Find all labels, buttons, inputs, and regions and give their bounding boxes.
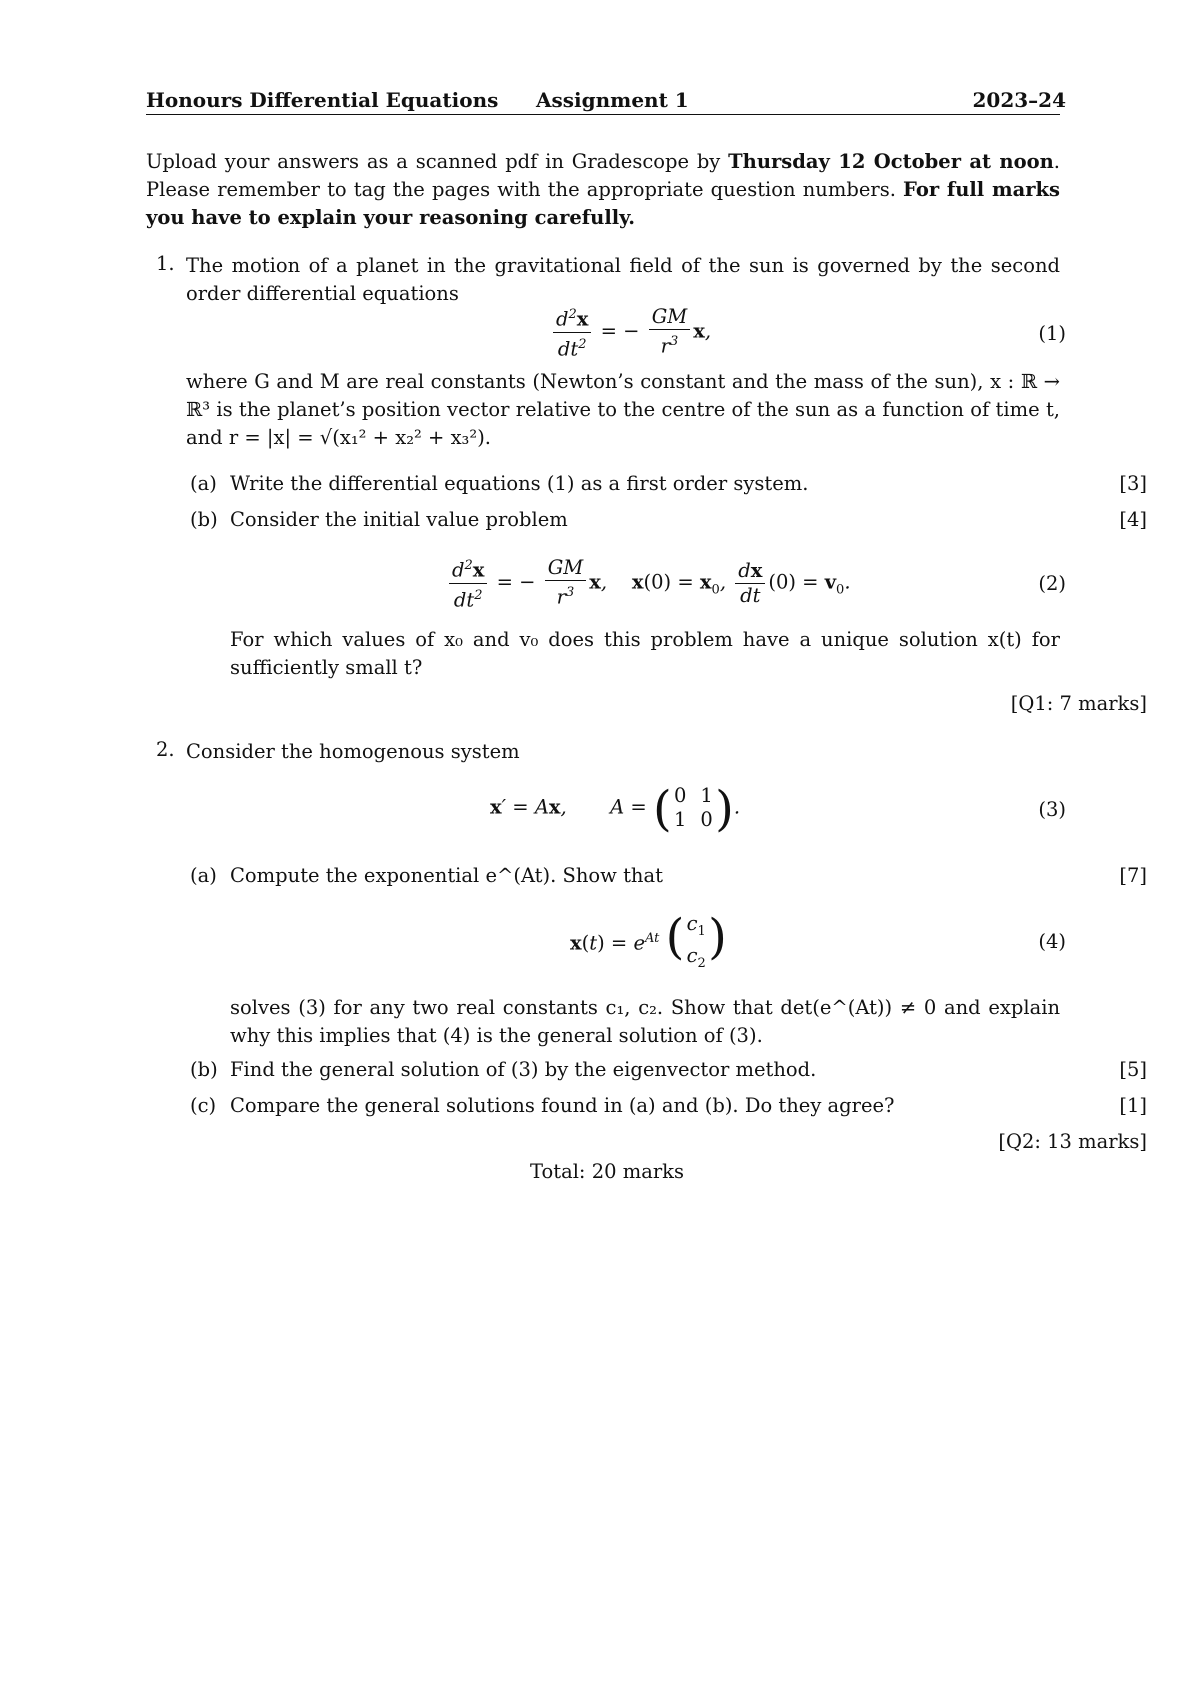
q1-total: [Q1: 7 marks] — [1010, 692, 1147, 715]
q1a-label: (a) — [190, 472, 217, 495]
course-title: Honours Differential Equations — [146, 88, 499, 112]
q2c-label: (c) — [190, 1094, 217, 1117]
q1b-label: (b) — [190, 508, 218, 531]
q1-number: 1. — [156, 252, 175, 275]
q2b-text: Find the general solution of (3) by the eigenvector method. — [230, 1058, 817, 1081]
q2c-marks: [1] — [1119, 1094, 1147, 1117]
header-rule — [146, 114, 1060, 115]
q2c-text: Compare the general solutions found in (a) and (b). Do they agree? — [230, 1094, 895, 1117]
q1b-marks: [4] — [1119, 508, 1147, 531]
intro-paragraph — [146, 148, 1060, 232]
eq2-label: (2) — [1038, 572, 1066, 595]
q2b-label: (b) — [190, 1058, 218, 1081]
intro-emphasis: For full marks you have to explain your reasoning carefully. — [146, 178, 1060, 229]
grand-total: Total: 20 marks — [530, 1160, 684, 1183]
q2-total: [Q2: 13 marks] — [998, 1130, 1147, 1153]
q1a-marks: [3] — [1119, 472, 1147, 495]
q1b-followup: For which values of x₀ and v₀ does this problem have a unique solution x(t) for sufficiently small t? — [230, 628, 1060, 679]
q2-number: 2. — [156, 738, 175, 761]
deadline: Thursday 12 October at noon — [728, 150, 1054, 173]
q1-where-text: where G and M are real constants (Newton’s constant and the mass of the sun), x : ℝ → ℝ³ is the planet’s position vector relative to the centre of the sun as a function of time t, and r = |x| = √(x₁² + x₂² + x₃²). — [186, 370, 1060, 449]
eq4-label: (4) — [1038, 930, 1066, 953]
equation-2: $\frac{d^2x}{dt^2}$ = − $\frac{GM}{r^3}$ x, $x(0) = x_0$, $\frac{dx}{dt}$ $(0) = v_0$. — [446, 554, 851, 612]
q2-intro: Consider the homogenous system — [186, 740, 520, 763]
q1a-text: Write the differential equations (1) as a first order system. — [230, 472, 809, 495]
q2a-label: (a) — [190, 864, 217, 887]
q1-intro: The motion of a planet in the gravitational field of the sun is governed by the second order differential equations — [186, 254, 1060, 305]
q1b-text: Consider the initial value problem — [230, 508, 568, 531]
equation-1: $\frac{d^2x}{dt^2}$ = − $\frac{GM}{r^3}$ x, — [550, 303, 711, 361]
q2a-followup: solves (3) for any two real constants c₁, c₂. Show that det(e^(At)) ≠ 0 and explain why this implies that (4) is the general solution of (3). — [230, 996, 1060, 1047]
eq1-label: (1) — [1038, 322, 1066, 345]
q2a-text: Compute the exponential e^(At). Show that — [230, 864, 663, 887]
assignment-title: Assignment 1 — [536, 88, 689, 112]
intro-text-2: . Please remember to tag the pages with the appropriate question numbers. — [146, 150, 1060, 201]
q2a-marks: [7] — [1119, 864, 1147, 887]
intro-text-1: Upload your answers as a scanned pdf in Gradescope by — [146, 150, 729, 173]
eq3-label: (3) — [1038, 798, 1066, 821]
equation-3: x′ = Ax, A = ( 0 1 1 0 ) . — [490, 781, 741, 837]
academic-year: 2023–24 — [972, 88, 1066, 112]
equation-4: $x(t) = e^{At}$ ( $c_1$ $c_2$ ) — [570, 909, 727, 971]
q2b-marks: [5] — [1119, 1058, 1147, 1081]
